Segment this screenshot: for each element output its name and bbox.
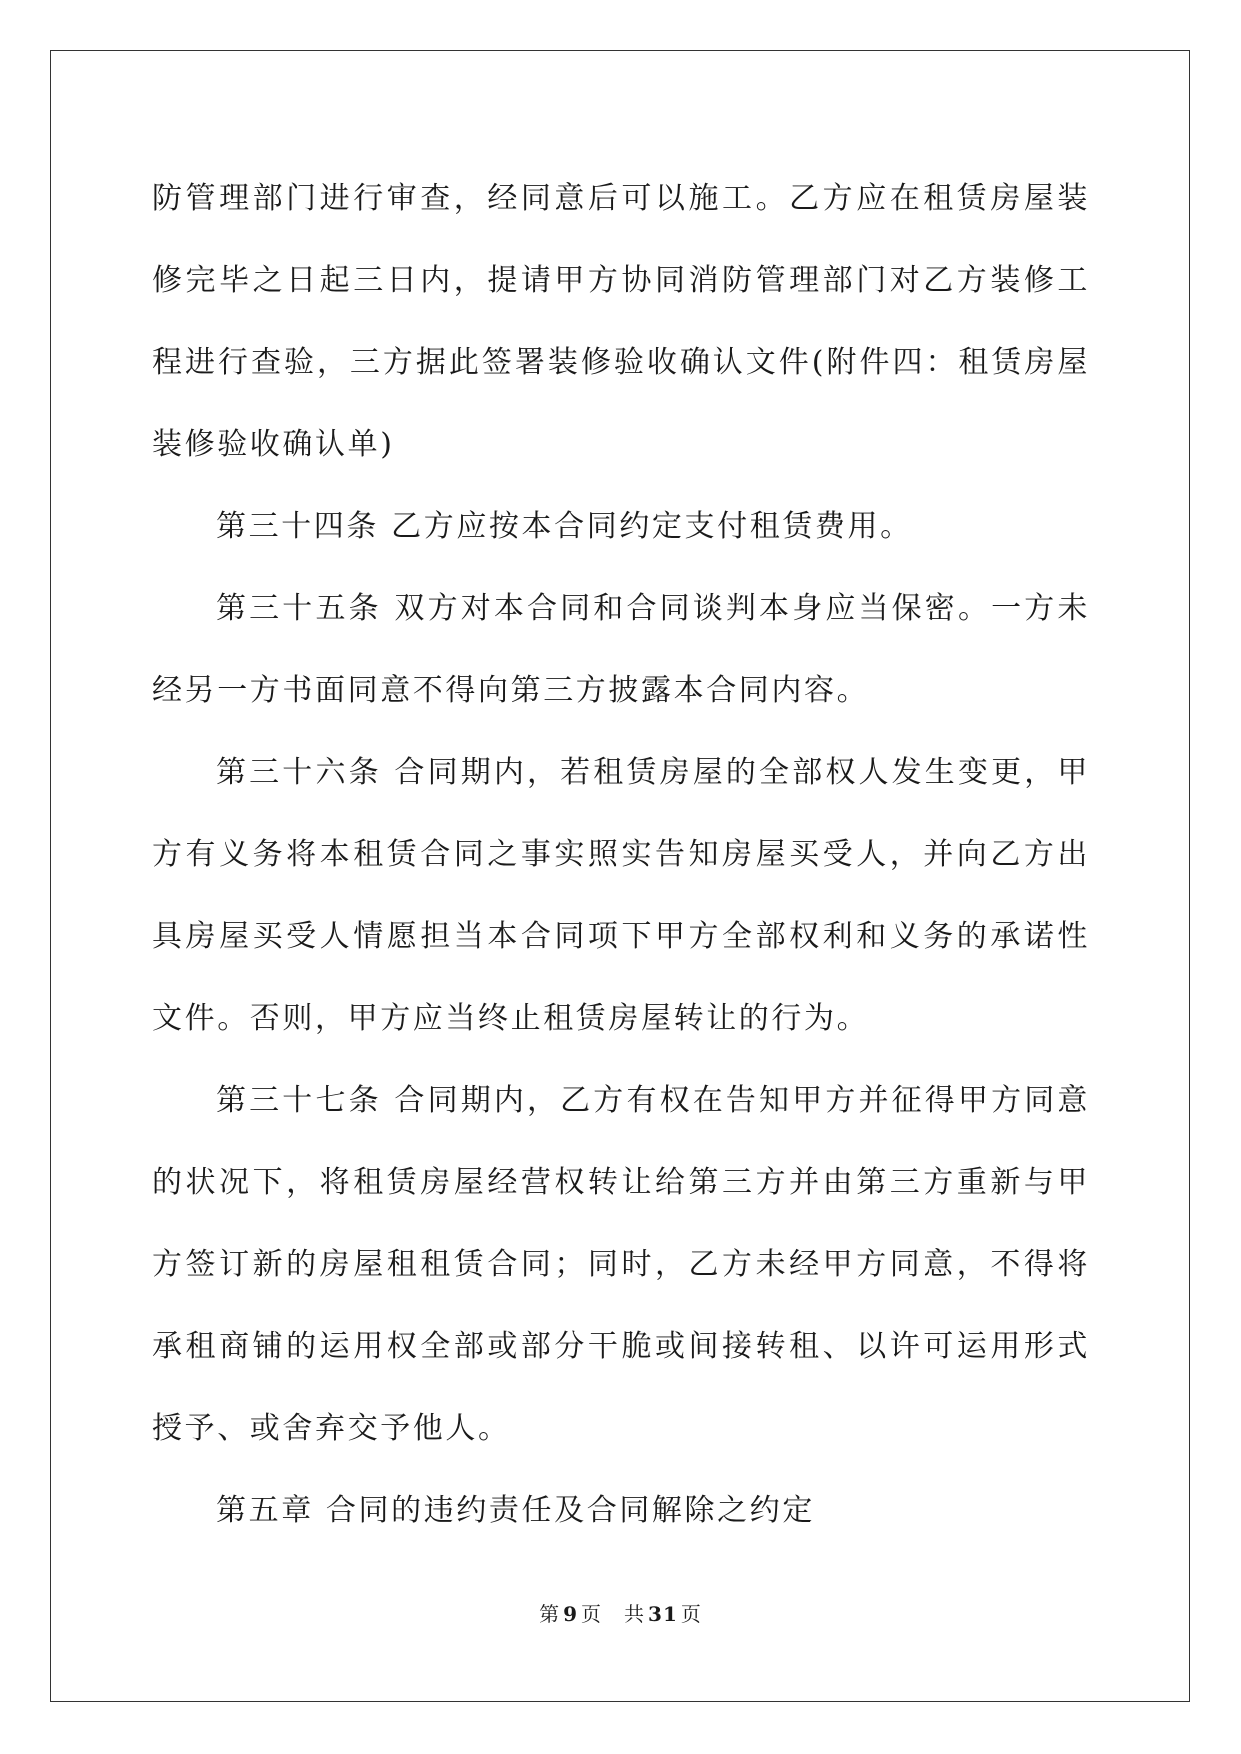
paragraph-article-35: 第三十五条 双方对本合同和合同谈判本身应当保密。一方未经另一方书面同意不得向第三方披露本合同内容。: [152, 591, 1090, 708]
chapter-heading: 第五章 合同的违约责任及合同解除之约定: [216, 1493, 815, 1528]
total-suffix: 页: [680, 1602, 702, 1626]
paragraph-article-34: 第三十四条 乙方应按本合同约定支付租赁费用。: [216, 509, 913, 544]
page-footer: [0, 1598, 1241, 1627]
total-pages: 31: [648, 1602, 678, 1626]
page-prefix: 第: [539, 1602, 561, 1626]
paragraph-article-37: 第三十七条 合同期内，乙方有权在告知甲方并征得甲方同意的状况下，将租赁房屋经营权转让给第三方并由第三方重新与甲方签订新的房屋租租赁合同；同时，乙方未经甲方同意，不得将承租商铺的运用权全部或部分干脆或间接转租、以许可运用形式授予、或舍弃交予他人。: [152, 1083, 1090, 1446]
page-number: 9: [563, 1602, 579, 1626]
page-suffix: 页: [581, 1602, 603, 1626]
paragraph-continuation: 防管理部门进行审查，经同意后可以施工。乙方应在租赁房屋装修完毕之日起三日内，提请甲方协同消防管理部门对乙方装修工程进行查验，三方据此签署装修验收确认文件(附件四：租赁房屋装修验收确认单): [152, 181, 1090, 462]
total-prefix: 共: [624, 1602, 646, 1626]
document-body: [152, 158, 1090, 1552]
paragraph-article-36: 第三十六条 合同期内，若租赁房屋的全部权人发生变更，甲方有义务将本租赁合同之事实照实告知房屋买受人，并向乙方出具房屋买受人情愿担当本合同项下甲方全部权利和义务的承诺性文件。否则，甲方应当终止租赁房屋转让的行为。: [152, 755, 1090, 1036]
